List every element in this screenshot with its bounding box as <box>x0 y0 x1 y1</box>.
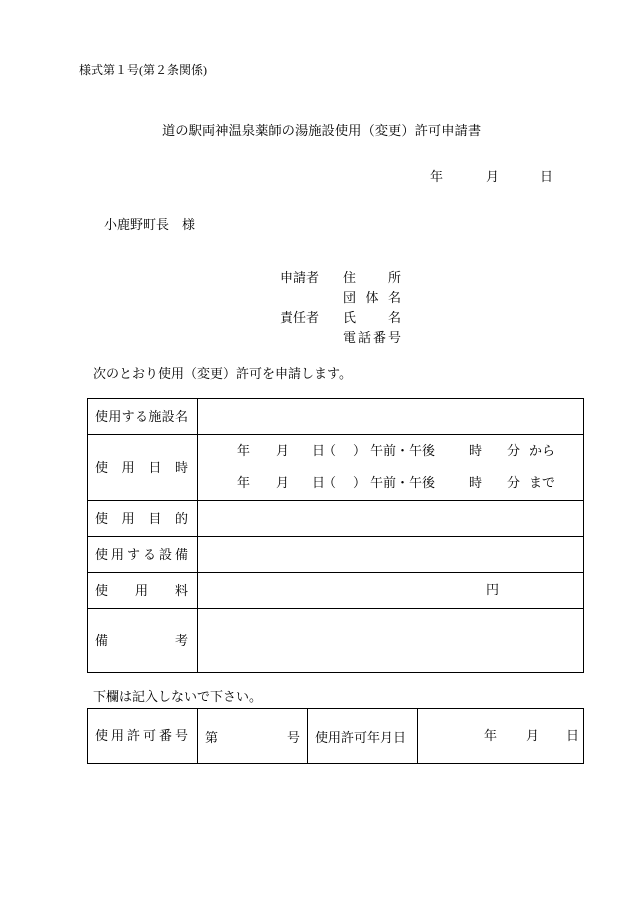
fee-label: 使 用 料 <box>95 582 188 598</box>
permit-number-cell <box>198 709 308 763</box>
end-ampm: 午前・午後 <box>370 475 436 490</box>
purpose-field <box>198 501 583 536</box>
intro-text: 次のとおり使用（変更）許可を申請します。 <box>93 366 352 381</box>
end-weekday-open: （ <box>323 475 337 490</box>
start-ampm: 午前・午後 <box>370 443 436 458</box>
group-name-label: 団 体 名 <box>343 290 401 305</box>
start-weekday-close: ） <box>353 443 367 458</box>
permit-number-prefix: 第 <box>205 729 219 745</box>
end-year: 年 <box>237 475 251 490</box>
document-title: 道の駅両神温泉薬師の湯施設使用（変更）許可申請書 <box>162 123 482 138</box>
start-month: 月 <box>276 443 290 458</box>
permit-date-month: 月 <box>526 728 540 743</box>
equipment-field <box>198 537 583 572</box>
permit-date-label: 使用許可年月日 <box>315 729 407 745</box>
addressee: 小鹿野町長 様 <box>104 217 196 232</box>
permit-date-year: 年 <box>484 728 498 743</box>
name-label: 氏 名 <box>343 310 401 325</box>
permit-number-label-cell <box>88 709 198 763</box>
datetime-label-cell <box>88 435 198 500</box>
start-suffix: から <box>529 443 556 458</box>
start-day: 日 <box>312 443 326 458</box>
date-day-label: 日 <box>540 169 554 184</box>
end-suffix: まで <box>529 475 556 490</box>
applicant-label: 申請者 <box>280 270 320 285</box>
table-row-remarks <box>88 609 583 672</box>
facility-label-cell <box>88 399 198 434</box>
representative-label: 責任者 <box>280 310 320 325</box>
start-weekday-open: （ <box>323 443 337 458</box>
phone-label: 電話番号 <box>343 330 401 345</box>
permit-date-day: 日 <box>566 728 580 743</box>
facility-label: 使用する施設名 <box>95 408 188 424</box>
permit-number-suffix: 号 <box>286 729 300 745</box>
start-hour: 時 <box>469 443 483 458</box>
application-table <box>87 398 584 673</box>
permit-number-label: 使用許可番号 <box>95 728 188 743</box>
datetime-label: 使 用 日 時 <box>95 459 188 475</box>
table-row-purpose <box>88 501 583 537</box>
table-row-facility <box>88 399 583 435</box>
end-month: 月 <box>276 475 290 490</box>
fee-unit: 円 <box>486 582 500 597</box>
end-minute: 分 <box>507 475 521 490</box>
purpose-label-cell <box>88 501 198 536</box>
table-row-equipment <box>88 537 583 573</box>
permit-date-cell <box>418 709 583 763</box>
date-year-label: 年 <box>430 169 444 184</box>
remarks-label: 備 考 <box>95 632 188 648</box>
form-number: 様式第１号(第２条関係) <box>79 63 207 77</box>
equipment-label-cell <box>88 537 198 572</box>
remarks-label-cell <box>88 609 198 672</box>
office-use-table <box>87 708 584 764</box>
start-minute: 分 <box>507 443 521 458</box>
start-year: 年 <box>237 443 251 458</box>
equipment-label: 使用する設備 <box>95 546 188 562</box>
fee-label-cell <box>88 573 198 608</box>
address-label: 住 所 <box>343 270 401 285</box>
office-use-note: 下欄は記入しないで下さい。 <box>93 689 263 704</box>
table-row-datetime <box>88 435 583 501</box>
end-day: 日 <box>312 475 326 490</box>
facility-field <box>198 399 583 434</box>
end-hour: 時 <box>469 475 483 490</box>
remarks-field <box>198 609 583 672</box>
permit-date-label-cell <box>308 709 418 763</box>
end-weekday-close: ） <box>353 475 367 490</box>
date-month-label: 月 <box>486 169 500 184</box>
table-row-fee <box>88 573 583 609</box>
purpose-label: 使 用 目 的 <box>95 510 188 526</box>
